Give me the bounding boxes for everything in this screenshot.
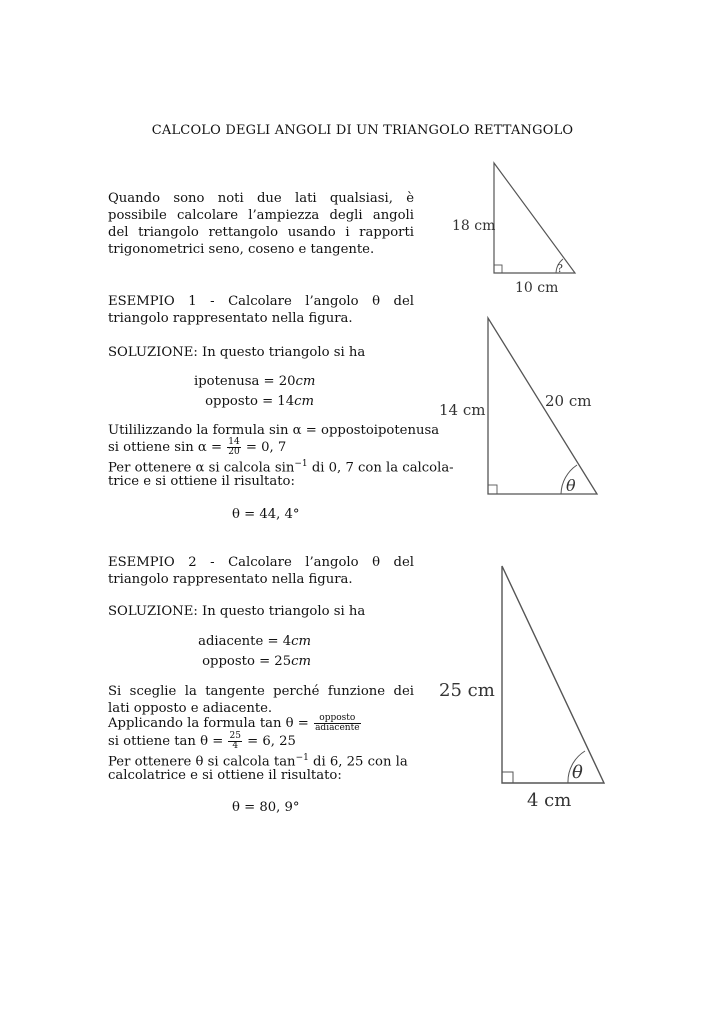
triangle-figure-1 bbox=[440, 155, 600, 300]
angle-label: θ bbox=[566, 476, 576, 495]
result-prefix: si ottiene sin α = bbox=[108, 440, 223, 455]
fraction bbox=[314, 714, 360, 733]
arc-text-b: di 6, 25 con la bbox=[308, 754, 408, 770]
fraction-denominator: 20 bbox=[228, 447, 240, 457]
example1-heading: ESEMPIO 1 - Calcolare l’angolo θ del triangolo rappresentato nella figura. bbox=[108, 294, 414, 326]
angle-label: ? bbox=[557, 262, 563, 275]
triangle-figure-2 bbox=[435, 310, 605, 505]
formula-prefix: Applicando la formula tan θ = bbox=[108, 716, 309, 731]
intro-paragraph: Quando sono noti due lati qualsiasi, è possibile calcolare l’ampiezza degli angoli del triangolo rettangolo usando i rapporti trigonometrici seno, coseno e tangente. bbox=[108, 191, 414, 257]
example2-formula-line bbox=[108, 714, 414, 733]
eq-unit: cm bbox=[291, 654, 311, 669]
eq-text: adiacente = 4 bbox=[198, 634, 292, 649]
example2-eq-opposite bbox=[191, 653, 311, 670]
eq-text: opposto = 25 bbox=[202, 654, 292, 669]
example2-solution: SOLUZIONE: In questo triangolo si ha bbox=[108, 604, 366, 619]
example2-result-line bbox=[108, 732, 414, 751]
example1-arcsin-line2: trice e si ottiene il risultato: bbox=[108, 474, 295, 489]
example1-eq-hypotenuse bbox=[194, 373, 314, 390]
fraction-numerator: 14 bbox=[228, 437, 240, 447]
arc-text-b: di 0, 7 con la calcola- bbox=[307, 460, 454, 476]
angle-label: θ bbox=[572, 762, 583, 783]
example2-answer: θ = 80, 9° bbox=[232, 800, 300, 815]
fraction-denominator: 4 bbox=[232, 741, 239, 751]
example1-formula-line: Utililizzando la formula sin α = oppostoipotenusa bbox=[108, 423, 440, 438]
eq-unit: cm bbox=[295, 374, 316, 389]
right-angle-marker bbox=[494, 265, 502, 273]
example2-tangent-text: Si sceglie la tangente perché funzione dei lati opposto e adiacente. bbox=[108, 684, 414, 716]
example2-eq-adjacent bbox=[191, 633, 311, 650]
example1-answer: θ = 44, 4° bbox=[232, 507, 300, 522]
result-suffix: = 6, 25 bbox=[247, 734, 296, 749]
side-label-horizontal: 10 cm bbox=[515, 280, 559, 296]
arc-superscript: −1 bbox=[294, 459, 308, 469]
fraction-numerator: 25 bbox=[229, 731, 241, 741]
fraction-numerator: opposto bbox=[314, 714, 360, 724]
result-suffix: = 0, 7 bbox=[245, 440, 287, 455]
side-label-hypotenuse: 20 cm bbox=[545, 392, 592, 410]
example1-eq-opposite bbox=[194, 393, 314, 410]
arc-text-a: Per ottenere θ si calcola tan bbox=[108, 754, 296, 770]
triangle-shape bbox=[494, 163, 575, 273]
example2-heading: ESEMPIO 2 - Calcolare l’angolo θ del triangolo rappresentato nella figura. bbox=[108, 555, 414, 587]
eq-text: ipotenusa = 20 bbox=[194, 374, 296, 389]
example2-arctan-line2: calcolatrice e si ottiene il risultato: bbox=[108, 768, 342, 783]
fraction bbox=[228, 732, 241, 751]
eq-unit: cm bbox=[291, 634, 311, 649]
arc-superscript: −1 bbox=[295, 753, 309, 763]
eq-text: opposto = 14 bbox=[205, 394, 295, 409]
example1-solution: SOLUZIONE: In questo triangolo si ha bbox=[108, 345, 366, 360]
triangle-figure-3 bbox=[435, 558, 615, 813]
triangle-shape bbox=[502, 566, 604, 783]
result-prefix: si ottiene tan θ = bbox=[108, 734, 224, 749]
side-label-horizontal: 4 cm bbox=[527, 790, 572, 811]
example1-result-line bbox=[108, 438, 414, 457]
right-angle-marker bbox=[488, 485, 497, 494]
arc-text-a: Per ottenere α si calcola sin bbox=[108, 460, 295, 476]
right-angle-marker bbox=[502, 772, 513, 783]
side-label-vertical: 18 cm bbox=[452, 218, 496, 234]
eq-unit: cm bbox=[294, 394, 314, 409]
fraction bbox=[227, 438, 240, 457]
fraction-denominator: adiacente bbox=[315, 723, 360, 733]
side-label-vertical: 14 cm bbox=[439, 401, 486, 419]
page-title: CALCOLO DEGLI ANGOLI DI UN TRIANGOLO RETTANGOLO bbox=[151, 123, 574, 138]
side-label-vertical: 25 cm bbox=[439, 680, 495, 701]
